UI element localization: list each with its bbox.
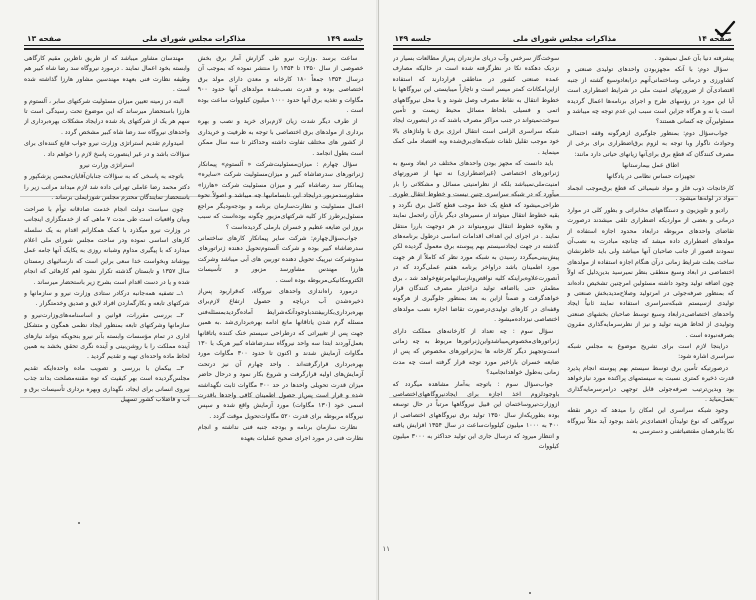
left-page-column-left (24, 54, 190, 560)
right-page (379, 0, 756, 600)
right-page-session: جلسه ۱۴۹ (394, 34, 432, 43)
margin-annotation: ۱۱ (382, 545, 391, 553)
header-rule-thin (393, 45, 735, 46)
paragraph: ساعت برسد .وزارت نیرو طی گزارش آمار برق بخش خصوصی از سال ۱۳۵۰ تا ۱۳۵۴ را منتشر نموده که بموجب آن درسال ۱۳۵۴ جمعاً ۱۸۰ کارخانه و معدن دارای مولد برق اختصاصی بوده و قدرت نصب‌شده مولدهای آنها حدود ۹۰۰ مگاوات و تغذیه برق آنها حدود ۱۰۰۰ میلیون کیلووات ساعت بوده است . (197, 55, 364, 115)
scan-speck (78, 522, 80, 524)
scan-fold-line (389, 196, 739, 197)
scan-fold-line (20, 397, 358, 398)
left-page-columns (24, 54, 364, 560)
paragraph: باید دانست که مجهز بودن واحدهای مختلف در ابعاد وسیع به ژنراتورهای اختصاصی (غیراضطراری) نه تنها از ضرورتهای امنیت‌ملی‌نمیباشد بلکه از نظرامنیتی مسائل و مشکلاتی را بار میآورد که در شبکه سراسری چنین نیست و خطوط انتقال طوری طراحی‌میشود که قطع یک خط موجب قطع کامل برق نگردد و بقیه خطوط انتقال میتواند از مسیرهای دیگر بارآن راتحمل نمایند و بعلاوه خطوط انتقال نیرومیتواند در هر دوجهت باررا منتقل نمایند . در اجرای این اهداف اقدامات اساسی درطول برنامه‌های گذشته در جهت ایجادسیستم بهم پیوسته برق معمول گردیده لکن پیش‌بینی‌میگردد رسیدن به شبکه مورد نظر که کاملاً از هر جهت مورد اطمینان باشد دراواخر برنامه هفتم عملی‌گردد که در آنصورت‌علاوه‌براینکه کلیه نواقص‌ونارسائیها‌مرتفع‌خواهد شد ، برق مطمئن حتی بااضافه تولید دراختیار مصرف کنندگان قرار خواهدگرفت و ضمناً ازاین به بعد بمنظور جلوگیری از هرگونه وقفه‌ای در کارهای تولیدی‌درصورت تقاضا اجازه نصب مولدهای اختصاصی نیزداده‌میشود . (392, 160, 560, 324)
paragraph: امیدوارم تقدیم استراتژی وزارت نیرو جواب قانع کننده‌ای برای سؤالات باشد و در غیر اینصورت پاسخ لازم را خواهم داد . (24, 140, 190, 158)
scan-fold-line (20, 196, 358, 197)
list-item: ۱ــ تصفیه همه‌جانبه درکادر ستادی وزارت نیرو و سازمانها و شرکتهای تابعه و بکارگماردن افراد لایق و صدیق وخدمتگزار . (24, 289, 190, 308)
left-page-column-right (198, 54, 364, 560)
paragraph: سوخت‌گاز سرخس وآب دریای مازندران پس‌از مطالعات بسیار در نزدیک دهکده نکا در نظرگرفته شده است در حالیکه مصارف عمده صنعتی کشور در مناطقی قراردارند که استفاده ازاین‌امکانات کمتر میسر است و ناچاراً میبایستی این نیروگاهها با خطوط انتقال به نقاط مصرف وصل شوند و یا محل نیروگاههای اتمی و فسیلی بلحاظ مسائل محیط زیست و تأمین سوخت‌نمیتواند در جنب مراکز مصرف باشند که در اینصورت ایجاد شبکه سراسری الزامی است انتقال انرژی برق با ولتاژهای بالا خود موجب تقلیل تلفات شبکه‌های‌برق‌شده وبه اقتصاد ملی کمک مینماید . (392, 55, 560, 156)
header-rule-thick (393, 48, 735, 50)
paragraph: چون سیاست دولت انجام خدمت صادقانه توأم با صراحت وبیان واقعیات است طی مدت ۷ ماهی که از خدمتگزاری اینجانب در وزارت نیرو میگذرد با کمک همکارانم اقدام به یک سلسله کارهای اساسی نموده ودر ساحت مجلس شورای ملی اعلام میدارد که با پیگیری مداوم وشبانه روزی به یکایک آنها جامه عمل بپوشاند وبخواست خدا سعی براین است که نارسائیهای زمستان سال ۱۳۵۷ و تابستان گذشته تکرار نشود اهم کارهائی که انجام شده و یا در دست اقدام است بشرح زیر باستحضار میرساند . (24, 205, 190, 286)
question-paragraph: سؤال چهارم : میزان‌مسئولیت‌شرکت « آلستوم» پیمانکار ژنراتورهای سدرضاشاه کبیر و میزان‌مسئولیت شرکت «سایره» پیمانکار سد رضاشاه کبیر و میزان مسئولیت شرکت «هارزا» مشاورسدمزبور درایجاد این نابسامانیها چه میباشد و اصولاً نحوه اعمال مسئولیت و نظارت‌سازمان برنامه و بودجه‌ودیگر مراجع مسئول‌برطرز کار کلیه شرکتهای‌مزبور چگونه بوده‌است که سبب بروز این ضایعه عظیم و خسران بارملی گردیده‌است ؟ (197, 161, 364, 231)
right-page-column-right (567, 54, 734, 560)
right-page-running-title: مذاکرات مجلس شورای ملی (512, 34, 617, 43)
scan-speck (529, 592, 531, 594)
right-page-number: صفحه ۱۴ (697, 34, 732, 43)
header-rule-thin (24, 45, 364, 46)
left-page-header (27, 29, 364, 43)
right-page-columns (393, 54, 735, 560)
list-item: اطاق عمل بیمارستانها (622, 162, 679, 170)
list-item: کارخانجات ذوب فلز و مواد شیمیائی که قطع برق‌موجب انجماد مواد در لوله‌ها میشود . (567, 184, 734, 203)
paragraph: وجود شبکه سراسری این امکان را میدهد که درهر نقطه نیروگاهی که نوع تولیدآن اقتصادی‌تر باشد بوجود آید مثلاً نیروگاه نکا بنابرهمان مقتضیاتفنی و دسترسی به (567, 407, 734, 436)
paragraph: دراینجا لازم است برای تشریح موضوع به مجلس شبکه سراسری اشاره شود: (567, 342, 734, 361)
answer-paragraph: جواب‌سؤال سوم : باتوجه به‌آمار مشاهده میگردد که باوجودلزوم اخذ اجازه برای ایجادنیروگاههای‌اختصاصی ازوزارت‌نیروساختمان این قبیل نیروگاهها مرتباً در حال توسعه بوده بطوریکه‌از سال ۱۳۵۰ تولید برق نیروگاههای اختصاصی از ۴۰۰ به ۱۰۰۰ میلیون کیلووات‌ساعت در سال ۱۳۵۴ افزایش یافته و انتظار میرود که درسال جاری این تولید حداکثر به ۳۰۰۰ میلیون کیلووات (392, 380, 560, 451)
paragraph: البته در زمینه تعیین میزان مسئولیت شرکتهای سابر ، آلستوم و هارزا باستحضار میرساند که این موضوع تحت رسیدگی است تا سهم هر یک از شرکتهای یاد شده درایجاد مشکلات بهره‌برداری از واحدهای نیروگاه سد رضا شاه کبیر مشخص گردد . (24, 97, 190, 136)
paragraph: از طرف دیگر شدت زیان لازم‌برای خرید و نصب و بهره برداری از مولدهای برق اختصاصی با توجه به ظرفیت و خریداری از کشور های مختلف تفاوت داشته وحداکثر تا سه سال ممکن است بطول انجامد . (197, 118, 364, 157)
paragraph: رادیو و تلویزیون و دستگاههای مخابراتی و بطور کلی در موارد درمانی و بعضی از مواردیکه اضطراری تلقی میشدند درصورت تقاضای واحدهای مربوطه درابعاد محدود اجازه استفاده از مولدهای اضطراری داده میشد که چنانچه مبادرت به نصب‌آن ننمودند قصور از جانب صاحبان آنها میباشد ولی باید خاطرنشان ساخت بعلت شرایط زمانی درآن هنگام اجازه استفاده از مولدهای اختصاصی در ابعاد وسیع منطقی بنظر نمیرسید بدین‌دلیل که اولاً چون اضافه تولید وجود داشته مسئولین امرچنین تشخیص داده‌اند که بمنظور صرفه‌جوئی در امرتولید وصلاح‌مدیدبخش صنعتی و تولیدی ازسیستم شبکه‌سراسری استفاده نمایند ثانیاً ایجاد واحدهای اختصاصی‌درابعاد وسیع توسط صاحبان بخشهای صنعتی وتولیدی از لحاظ هزینه تولید و نیز از نظرسرمایه‌گذاری مقرون بصرفه‌نبوده است . (567, 206, 734, 339)
right-page-header (395, 29, 733, 43)
scan-fold-line (389, 397, 739, 398)
page-gutter (376, 0, 380, 600)
left-page-running-title: مذاکرات مجلس شورای ملی (142, 34, 246, 43)
answer-paragraph: جواب‌سؤال دوم: بمنظور جلوگیری ازهرگونه وقفه احتمالی وحوادث ناگوار وبا توجه به لزوم برق‌اضطراری برای برخی از مصرف کنندگان که قطع برق برای‌آنها زیانهای حیاتی دارد مانند: (567, 129, 734, 158)
question-paragraph: سؤال سوم : چه تعداد از کارخانه‌های مملکت دارای ژنراتورهای‌مخصوص‌میباشد‌واین‌ژنراتورها مربوط به چه زمانی است‌وتجهیز دیگر کارخانه ها به‌ژنراتورهای مخصوص که پس از ضایعه خسران باراخیر مورد توجه قرار گرفته است چه مدت زمانی به‌طول خواهدانجامید؟ (392, 327, 560, 377)
answer-paragraph: جواب‌سؤال‌چهارم: شرکت سایر پیمانکار کارهای ساختمانی سدرضاشاه کبیر بوده و شرکت آلستوم‌تحویل دهنده ژنراتورهای سدوشرکت نیرپیک تحویل دهنده توربین های آبی میباشد وشرکت هارزا مهندس مشاورسد مزبور و تأسیسات الکترومکانیکی‌مربوطه بوده است . (197, 234, 364, 284)
handwritten-checkmark-icon (714, 20, 736, 38)
question-paragraph: سؤال دوم: با آنکه مجهزبودن واحدهای تولیدی صنعتی و کشاورزی و درمانی وساختمانی‌آنهم در‌ابعادوسیع گشته از جنبه اقتصادی‌آن از ضرورتهای امنیت ملی در شرایط اضطراری است آیا این مورد در رؤسهای طرح و اجرای برنامه‌ها اعمال گردیده است یا نه و هرگاه جزاین است سبب این عدم توجه چه میباشد و مسئولین‌آن چه کسانی هستند؟ (567, 66, 734, 126)
paragraph: پیشرفته دنیا بآن عمل نمیشود . (654, 55, 734, 62)
right-page-column-left (393, 54, 560, 560)
left-page-session: جلسه ۱۴۹ (326, 34, 364, 43)
list-item: ۲ــ بررسی مقررات، قوانین و اساسنامه‌های‌وزارت‌نیرو و سازمانها وشرکتهای تابعه بمنظور ایجاد نظمی همگون و متشکل اداری در تمام مؤسسات وابسته بآنر نیرو بنحویکه بتواند نیازهای آینده مملکت را با روشن‌بینی و آینده نگری تحقق بخشد به همین لحاظ ماده واحده‌ای تهیه و تقدیم گردید . (24, 311, 190, 361)
header-rule-thick (24, 48, 364, 50)
paragraph: باتوجه به پاسخی که به سؤالات جنابان‌آقایان‌محسن پزشکپور و دکتر محمد رضا عاملی تهرانی داده شد لازم میداند مراتب زیر را باستحضار نمایندگان محترم مجلس شورایملی برساند . (24, 173, 190, 202)
paragraph: مهندسان مشاور میباشد که از طریق ناظرین مقیم کارگاهی وابسته بخود اعمال نمایند . درمورد نیروگاه سد رضا شاه کبیر هم وظیفه نظارت فنی بعهده مهندسین مشاور هارزا گذاشته شده است . (24, 55, 190, 94)
paragraph: درصورتیکه تأمین برق توسط سیستم بهم پیوسته انجام پذیرد قدرت ذخیره کمتری نسبت به سیستمهای پراکنده مورد نیازخواهد بود وبدین‌ترتیب صرفه‌جوئی قابل توجهی درامرسرمایه‌گذاری بعمل‌میاید . (567, 364, 734, 403)
left-page-number: صفحه ۱۳ (27, 34, 62, 43)
paragraph: درمورد راه‌اندازی واحدهای نیروگاه، که‌قراربود پس‌از ذخیره‌شدن آب دریاچه و حصول ارتفاع لازم‌برای بهره‌برداری‌بکاربیفتند‌باوجودآنکه‌شرایط آماده‌گردید‌بمسئله‌فنی مسئله گرم شدن یاتاقانها مانع ادامه بهره‌برداری‌شد .به همین جهت پس از تغییراتی که درطراحی سیستم خنک کننده یاتاقانها بعمل‌آوردند ابتدا سه واحد نیروگاه سدرضاشاه کبیر هریک با ۱۳۰ مگاوات آزمایش شدند و اکنون تا حدود ۳۰۰ مگاوات مورد بهره‌برداری قرارگرفته‌اند . واحد چهارم آن نیز درتحت آزمایش‌های اولیه قرارگرفت و شروع بکار نمود و درحال حاضر میزان قدرت تحویلی واحدها در حد ۳۰۰ مگاوات ثابت نگهداشته شده و قرار است پس‌از حصول اطمینان کافی واحدها باقدرت اسمی خود (۱۳۰ مگاوات) مورد آزمایش واقع شده و سپس نیروگاه مربوطه برای قدرت ۵۲۰ مگاوات‌تحویل موقت گردد . (197, 287, 364, 420)
paragraph: نظارت سازمان برنامه و بودجه جنبه فنی نداشته و انجام نظارت فنی در مورد اجرای صحیح عملیات بعهده (197, 424, 364, 442)
list-item: ۳ــ بیکمان با بررسی و تصویب ماده واحده‌ایکه تقدیم مجلس‌گردیده است بهر کیفیت که توه مقننه‌مصلحت بداند جذب نیروی انسانی برای ایجاد، نگهداری وبهره برداری تأسیسات برق و آب و فاضلاب کشور تسهیل (24, 364, 190, 403)
list-item: تجهیزات حساس نظامی در پادگانها (606, 173, 695, 181)
section-heading: استراتژی وزارت نیرو (79, 162, 135, 170)
